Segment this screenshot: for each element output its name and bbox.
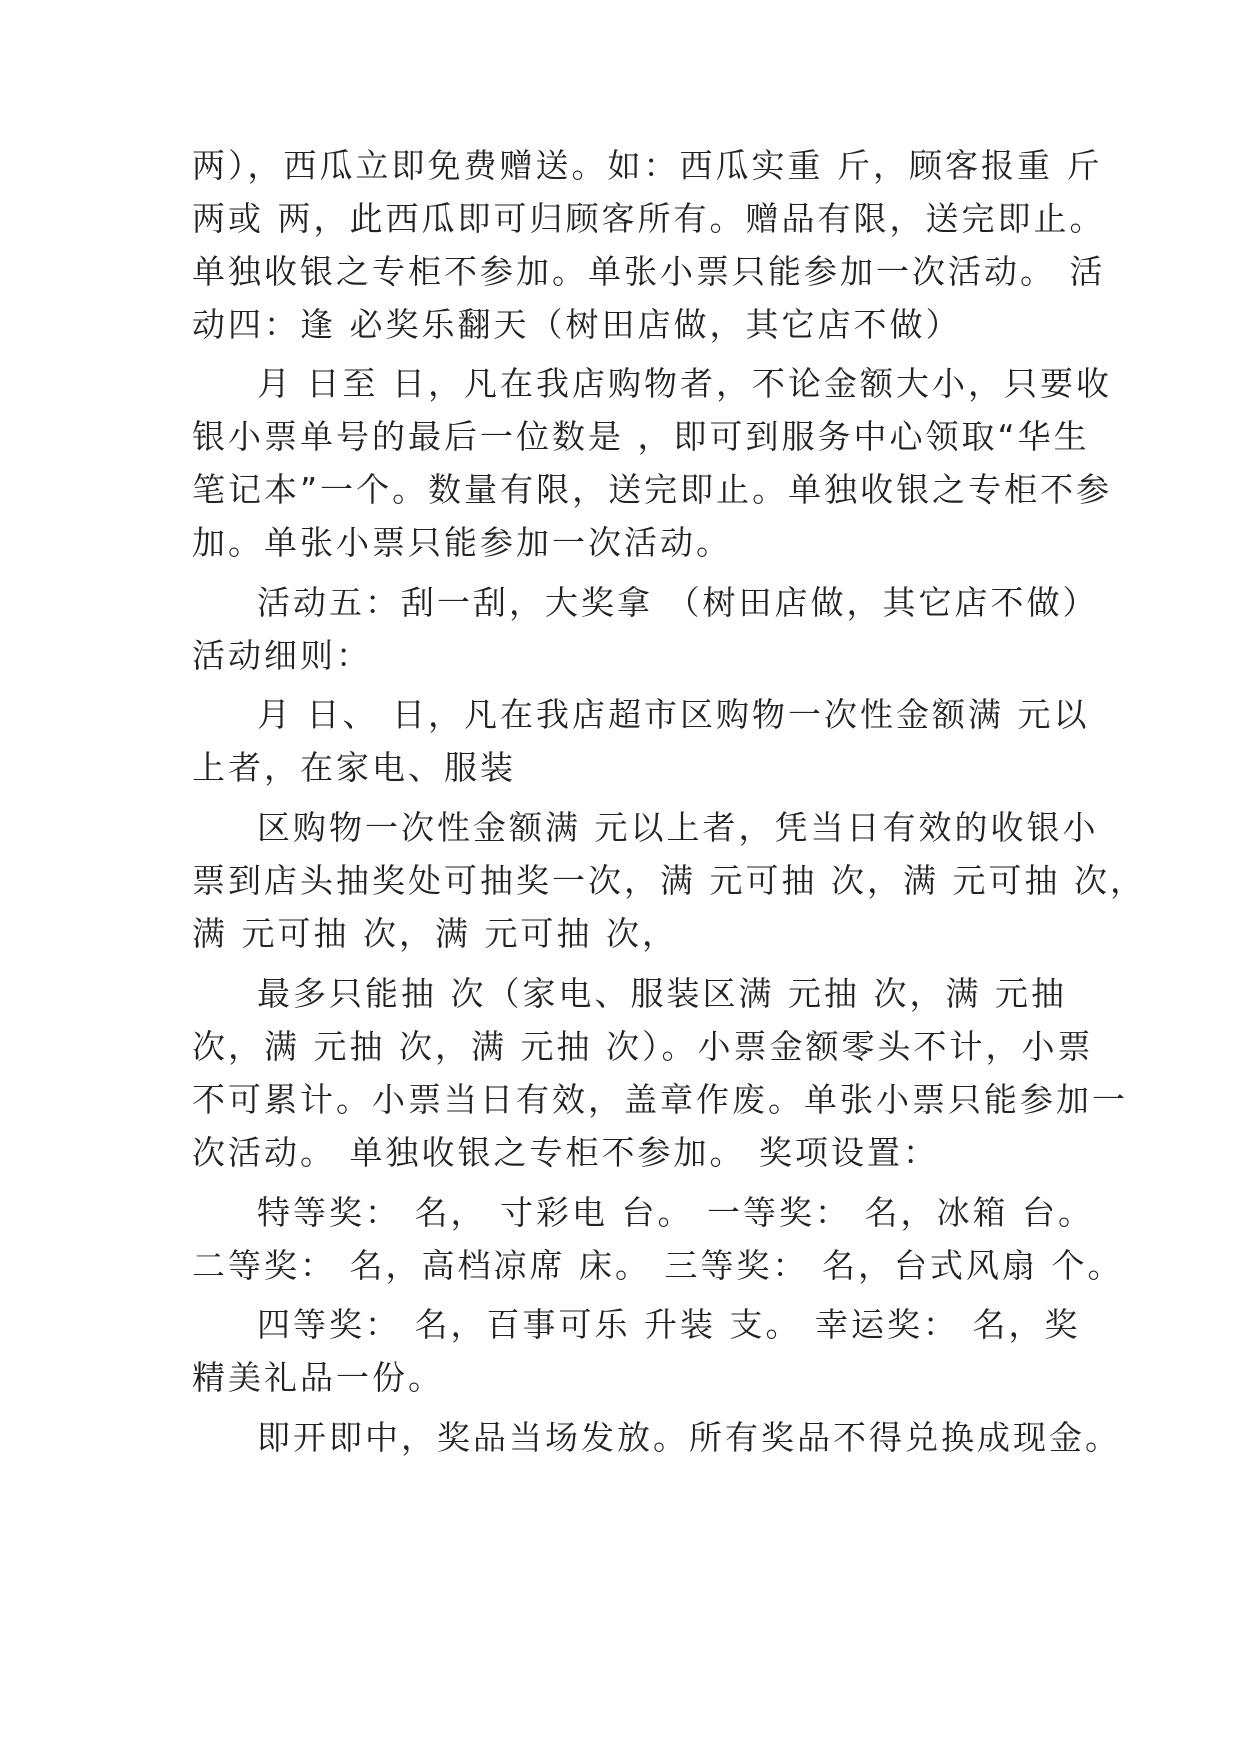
text-line: 满 元可抽 次，满 元可抽 次， [192, 914, 678, 953]
text-line: 最多只能抽 次（家电、服装区满 元抽 次，满 元抽 [257, 974, 1067, 1013]
text-line: 月 日至 日，凡在我店购物者，不论金额大小，只要收 [257, 364, 1112, 403]
text-line: 加。单张小票只能参加一次活动。 [192, 523, 732, 562]
text-line: 即开即中，奖品当场发放。所有奖品不得兑换成现金。 [257, 1418, 1121, 1457]
text-line: 活动五：刮一刮，大奖拿 （树田店做，其它店不做） [257, 583, 1099, 622]
text-line: 票到店头抽奖处可抽奖一次，满 元可抽 次，满 元可抽 次， [192, 861, 1146, 900]
text-line: 精美礼品一份。 [192, 1358, 444, 1397]
text-line: 上者，在家电、服装 [192, 748, 516, 787]
text-line: 区购物一次性金额满 元以上者，凭当日有效的收银小 [257, 808, 1099, 847]
text-line: 单独收银之专柜不参加。单张小票只能参加一次活动。 活 [192, 252, 1106, 291]
text-line: 四等奖： 名，百事可乐 升装 支。 幸运奖： 名，奖 [257, 1305, 1081, 1344]
text-line: 两），西瓜立即免费赠送。如：西瓜实重 斤，顾客报重 斤 [192, 146, 1103, 185]
text-line: 次，满 元抽 次，满 元抽 次）。小票金额零头不计，小票 [192, 1027, 1094, 1066]
text-line: 两或 两，此西瓜即可归顾客所有。赠品有限，送完即止。 [192, 199, 1106, 238]
text-line: 不可累计。小票当日有效，盖章作废。单张小票只能参加一 [192, 1080, 1128, 1119]
text-line: 动四：逢 必奖乐翻天（树田店做，其它店不做） [192, 305, 962, 344]
text-line: 月 日、 日，凡在我店超市区购物一次性金额满 元以 [257, 695, 1090, 734]
text-line: 活动细则： [192, 636, 372, 675]
text-line: 笔记本”一个。数量有限，送完即止。单独收银之专柜不参 [192, 470, 1113, 509]
text-line: 二等奖： 名，高档凉席 床。 三等奖： 名，台式风扇 个。 [192, 1246, 1124, 1285]
text-line: 特等奖： 名， 寸彩电 台。 一等奖： 名，冰箱 台。 [257, 1193, 1094, 1232]
text-line: 银小票单号的最后一位数是 ，即可到服务中心领取“华生 [192, 417, 1090, 456]
text-line: 次活动。 单独收银之专柜不参加。 奖项设置： [192, 1133, 939, 1172]
